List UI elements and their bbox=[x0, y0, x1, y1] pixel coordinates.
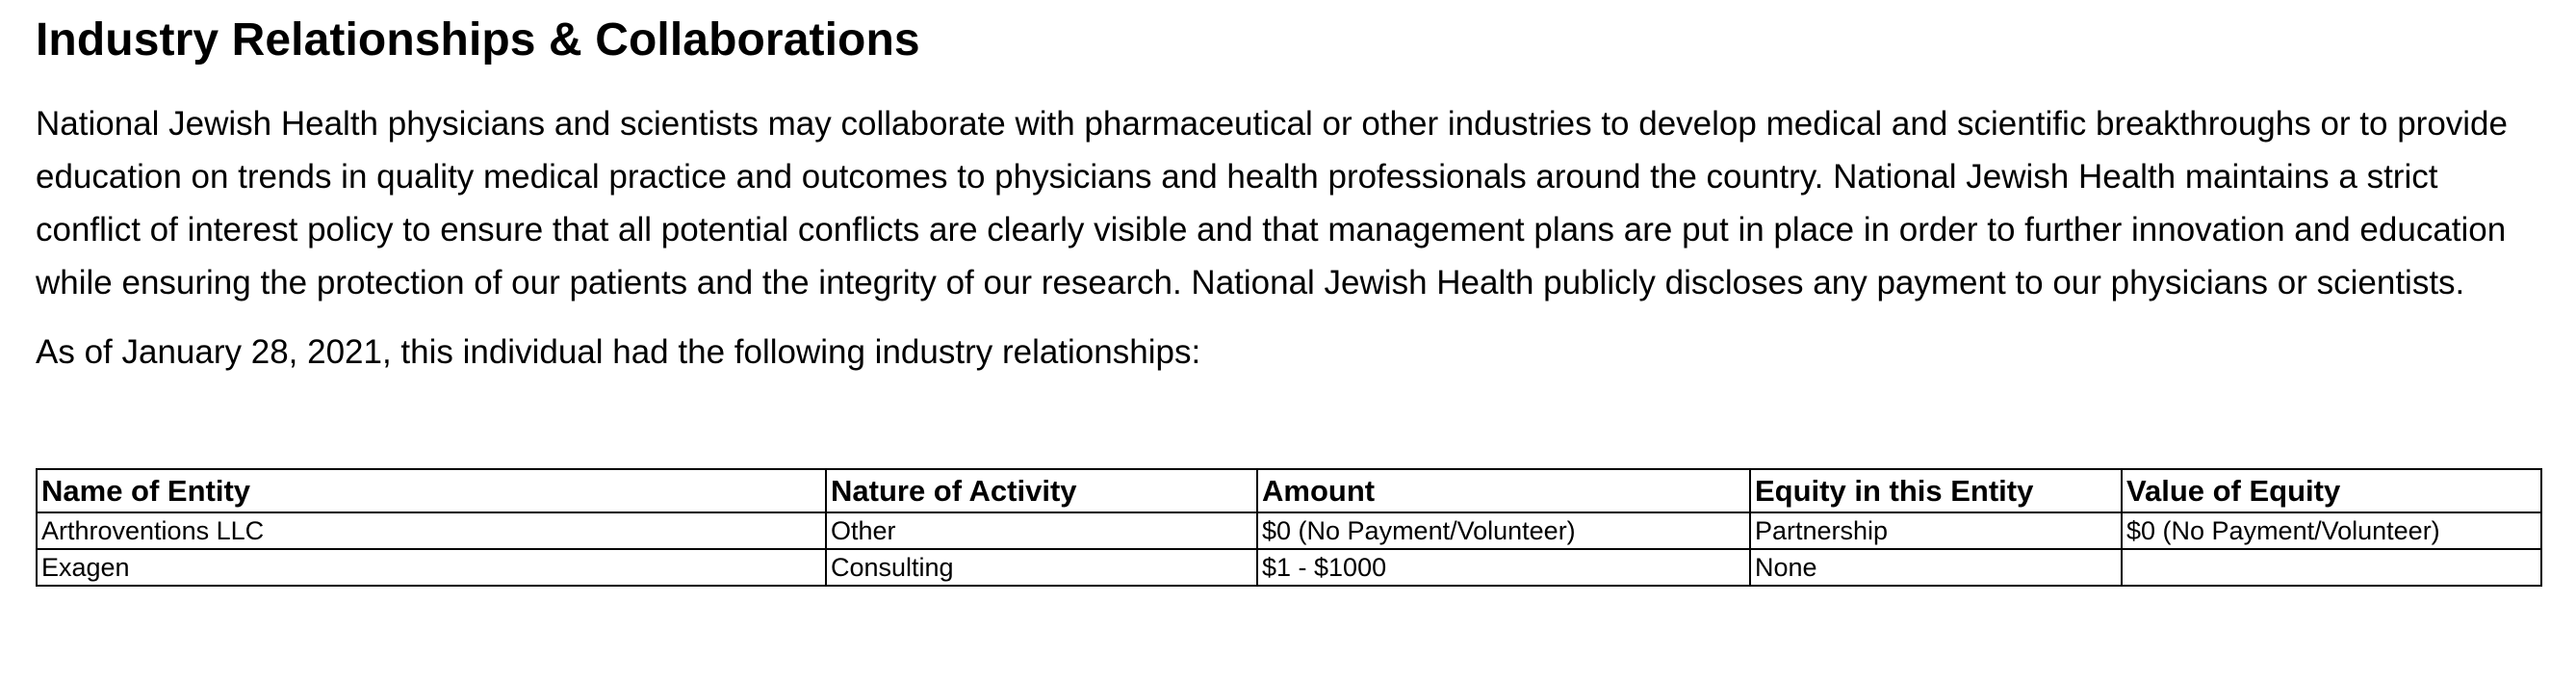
intro-paragraph: National Jewish Health physicians and scientists may collaborate with pharmaceutical or other industries to develop medical and scientific breakthroughs or to provide education on trends in quality medical practice and outcomes to physicians and health professionals around the country. National Jewish Health maintains a strict conflict of interest policy to ensure that all potential conflicts are clearly visible and that management plans are put in place in order to further innovation and education while ensuring the protection of our patients and the integrity of our research. National Jewish Health publicly discloses any payment to our physicians or scientists. bbox=[36, 105, 2508, 302]
table-row bbox=[37, 549, 2541, 586]
cell-equity: Partnership bbox=[1750, 512, 2122, 549]
header-amount: Amount bbox=[1257, 469, 1750, 512]
header-equity-in-entity: Equity in this Entity bbox=[1750, 469, 2122, 512]
cell-entity-name: Arthroventions LLC bbox=[37, 512, 826, 549]
table-header-row bbox=[37, 469, 2541, 512]
cell-value-of-equity bbox=[2122, 549, 2541, 586]
as-of-statement: As of January 28, 2021, this individual had the following industry relationships: bbox=[36, 333, 1201, 371]
cell-equity: None bbox=[1750, 549, 2122, 586]
cell-nature-of-activity: Other bbox=[826, 512, 1257, 549]
cell-value-of-equity: $0 (No Payment/Volunteer) bbox=[2122, 512, 2541, 549]
cell-entity-name: Exagen bbox=[37, 549, 826, 586]
cell-amount: $1 - $1000 bbox=[1257, 549, 1750, 586]
cell-nature-of-activity: Consulting bbox=[826, 549, 1257, 586]
header-value-of-equity: Value of Equity bbox=[2122, 469, 2541, 512]
page-title: Industry Relationships & Collaborations bbox=[36, 14, 920, 66]
header-name-of-entity: Name of Entity bbox=[37, 469, 826, 512]
cell-amount: $0 (No Payment/Volunteer) bbox=[1257, 512, 1750, 549]
page-content bbox=[36, 0, 2542, 582]
table-row bbox=[37, 512, 2541, 549]
industry-relationships-table bbox=[36, 468, 2542, 587]
header-nature-of-activity: Nature of Activity bbox=[826, 469, 1257, 512]
